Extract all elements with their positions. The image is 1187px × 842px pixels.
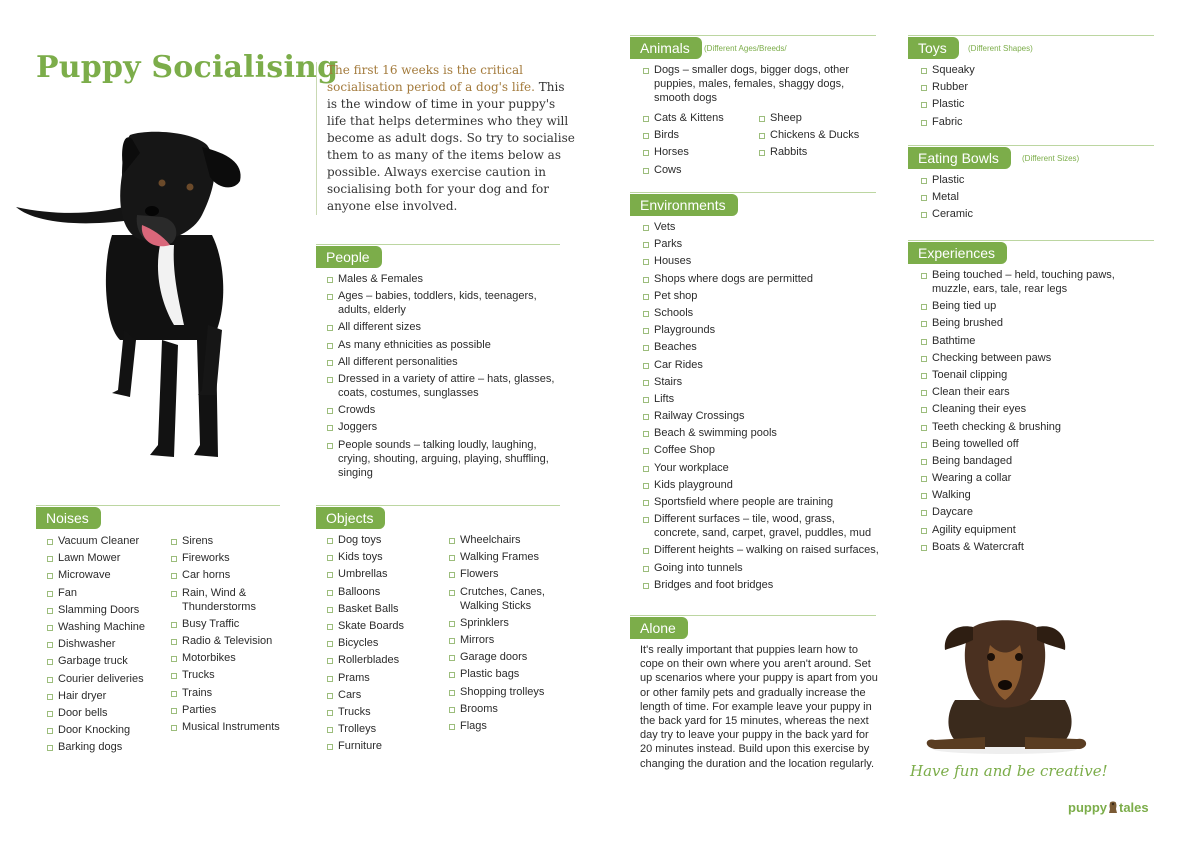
- list-item: Slamming Doors: [46, 603, 170, 617]
- list-item: Being towelled off: [920, 437, 1152, 451]
- list-item: Fan: [46, 586, 170, 600]
- list-item: Basket Balls: [326, 602, 446, 616]
- list-item: Playgrounds: [642, 323, 882, 337]
- list-item: Shops where dogs are permitted: [642, 272, 882, 286]
- list-item: Metal: [920, 190, 1150, 204]
- list-item: Lifts: [642, 392, 882, 406]
- animals-header: Animals: [630, 37, 702, 59]
- list-item: Beaches: [642, 340, 882, 354]
- tagline: Have fun and be creative!: [910, 762, 1108, 780]
- experiences-section: [908, 240, 1154, 560]
- list-item: Squeaky: [920, 63, 1150, 77]
- list-item: Bathtime: [920, 334, 1152, 348]
- list-item: Barking dogs: [46, 740, 170, 754]
- list-item: Dishwasher: [46, 637, 170, 651]
- list-item: Rollerblades: [326, 653, 446, 667]
- list-item: Plastic: [920, 97, 1150, 111]
- animals-subtitle: (Different Ages/Breeds/: [704, 44, 787, 53]
- dog-icon: [1107, 800, 1119, 814]
- list-item: Schools: [642, 306, 882, 320]
- intro-paragraph: [316, 62, 577, 215]
- list-item: As many ethnicities as possible: [326, 338, 560, 352]
- people-header: People: [316, 246, 382, 268]
- list-item: Radio & Television: [170, 634, 280, 648]
- list-item: Balloons: [326, 585, 446, 599]
- list-item: Plastic bags: [448, 667, 560, 681]
- list-item: Rabbits: [758, 145, 876, 159]
- list-item: Different heights – walking on raised surfaces,: [642, 543, 882, 557]
- list-item: Vets: [642, 220, 882, 234]
- list-item: Being bandaged: [920, 454, 1152, 468]
- toys-list: [920, 63, 1150, 132]
- list-item: Mirrors: [448, 633, 560, 647]
- list-item: Cows: [642, 163, 758, 177]
- list-item: Bicycles: [326, 636, 446, 650]
- list-item: Skate Boards: [326, 619, 446, 633]
- list-item: Wearing a collar: [920, 471, 1152, 485]
- environments-section: [630, 192, 879, 602]
- list-item: People sounds – talking loudly, laughing, crying, shouting, arguing, playing, shuffling, singing: [326, 438, 560, 480]
- toys-section: [908, 35, 1154, 135]
- list-item: Sportsfield where people are training: [642, 495, 882, 509]
- list-item: Fireworks: [170, 551, 280, 565]
- list-item: Stairs: [642, 375, 882, 389]
- intro-body: This is the window of time in your puppy's life that helps determines who they will become as adult dogs. So try to socialise them to as many of the items below as possible. Always exercise caution in socialising both for your dog and for anyone else involved.: [327, 80, 575, 213]
- toys-header: Toys: [908, 37, 959, 59]
- logo-text-right: tales: [1119, 800, 1149, 815]
- list-item: Lawn Mower: [46, 551, 170, 565]
- list-item: Door bells: [46, 706, 170, 720]
- noises-list-col2: [170, 534, 280, 737]
- list-item: Rain, Wind & Thunderstorms: [170, 586, 280, 614]
- objects-list-col2: [448, 533, 560, 736]
- list-item: Your workplace: [642, 461, 882, 475]
- list-item: Boats & Watercraft: [920, 540, 1152, 554]
- toys-subtitle: (Different Shapes): [968, 44, 1033, 53]
- list-item: Car horns: [170, 568, 280, 582]
- list-item: Umbrellas: [326, 567, 446, 581]
- list-item: Toenail clipping: [920, 368, 1152, 382]
- list-item: All different sizes: [326, 320, 560, 334]
- list-item: Motorbikes: [170, 651, 280, 665]
- list-item: Sheep: [758, 111, 876, 125]
- list-item: Ceramic: [920, 207, 1150, 221]
- list-item: Different surfaces – tile, wood, grass, concrete, sand, carpet, gravel, puddles, mud: [642, 512, 882, 540]
- list-item: Crutches, Canes, Walking Sticks: [448, 585, 560, 613]
- list-item: Joggers: [326, 420, 560, 434]
- list-item: Hair dryer: [46, 689, 170, 703]
- list-item: Parties: [170, 703, 280, 717]
- list-item: Parks: [642, 237, 882, 251]
- objects-header: Objects: [316, 507, 385, 529]
- list-item: Cars: [326, 688, 446, 702]
- list-item: Vacuum Cleaner: [46, 534, 170, 548]
- list-item: Busy Traffic: [170, 617, 280, 631]
- list-item: Railway Crossings: [642, 409, 882, 423]
- noises-section: [36, 505, 280, 755]
- list-item: Furniture: [326, 739, 446, 753]
- list-item: Checking between paws: [920, 351, 1152, 365]
- bowls-list: [920, 173, 1150, 225]
- bowls-subtitle: (Different Sizes): [1022, 154, 1080, 163]
- list-item: Going into tunnels: [642, 561, 882, 575]
- experiences-list: [920, 268, 1152, 557]
- list-item: Being touched – held, touching paws, muzzle, ears, tale, rear legs: [920, 268, 1152, 296]
- people-list: [326, 272, 560, 483]
- list-item: Sprinklers: [448, 616, 560, 630]
- list-item: Being brushed: [920, 316, 1152, 330]
- list-item: Walking: [920, 488, 1152, 502]
- list-item: Ages – babies, toddlers, kids, teenagers, adults, elderly: [326, 289, 560, 317]
- list-item: Door Knocking: [46, 723, 170, 737]
- experiences-header: Experiences: [908, 242, 1007, 264]
- intro-highlight: The first 16 weeks is the critical socialisation period of a dog's life.: [327, 63, 535, 94]
- puppy-tales-logo: [1068, 800, 1149, 815]
- list-item: Crowds: [326, 403, 560, 417]
- list-item: Trolleys: [326, 722, 446, 736]
- animals-list-top: [642, 63, 874, 108]
- animals-list-col2: [758, 111, 876, 163]
- list-item: Washing Machine: [46, 620, 170, 634]
- list-item: Kids playground: [642, 478, 882, 492]
- list-item: Coffee Shop: [642, 443, 882, 457]
- animals-section: [630, 35, 876, 175]
- list-item: Horses: [642, 145, 758, 159]
- page-title: Puppy Socialising: [36, 50, 339, 85]
- list-item: Shopping trolleys: [448, 685, 560, 699]
- list-item: Males & Females: [326, 272, 560, 286]
- list-item: Sirens: [170, 534, 280, 548]
- list-item: Musical Instruments: [170, 720, 280, 734]
- list-item: Garage doors: [448, 650, 560, 664]
- list-item: Kids toys: [326, 550, 446, 564]
- list-item: Plastic: [920, 173, 1150, 187]
- list-item: Wheelchairs: [448, 533, 560, 547]
- alone-header: Alone: [630, 617, 688, 639]
- list-item: Trucks: [326, 705, 446, 719]
- list-item: Chickens & Ducks: [758, 128, 876, 142]
- list-item: Flowers: [448, 567, 560, 581]
- list-item: Dogs – smaller dogs, bigger dogs, other puppies, males, females, shaggy dogs, smooth dogs: [642, 63, 874, 105]
- bowls-section: [908, 145, 1154, 225]
- list-item: Dressed in a variety of attire – hats, glasses, coats, costumes, sunglasses: [326, 372, 560, 400]
- bowls-header: Eating Bowls: [908, 147, 1011, 169]
- list-item: Walking Frames: [448, 550, 560, 564]
- list-item: Flags: [448, 719, 560, 733]
- list-item: Fabric: [920, 115, 1150, 129]
- list-item: Rubber: [920, 80, 1150, 94]
- list-item: Bridges and foot bridges: [642, 578, 882, 592]
- animals-list-col1: [642, 111, 758, 180]
- list-item: Beach & swimming pools: [642, 426, 882, 440]
- list-item: Trucks: [170, 668, 280, 682]
- environments-header: Environments: [630, 194, 738, 216]
- list-item: Prams: [326, 671, 446, 685]
- list-item: All different personalities: [326, 355, 560, 369]
- list-item: Brooms: [448, 702, 560, 716]
- logo-text-left: puppy: [1068, 800, 1107, 815]
- list-item: Daycare: [920, 505, 1152, 519]
- alone-section: [630, 615, 876, 645]
- list-item: Birds: [642, 128, 758, 142]
- list-item: Microwave: [46, 568, 170, 582]
- list-item: Car Rides: [642, 358, 882, 372]
- black-dog-image: [12, 125, 252, 470]
- list-item: Pet shop: [642, 289, 882, 303]
- environments-list: [642, 220, 882, 595]
- objects-section: [316, 505, 560, 755]
- list-item: Being tied up: [920, 299, 1152, 313]
- noises-list-col1: [46, 534, 170, 757]
- list-item: Teeth checking & brushing: [920, 420, 1152, 434]
- list-item: Trains: [170, 686, 280, 700]
- list-item: Dog toys: [326, 533, 446, 547]
- list-item: Courier deliveries: [46, 672, 170, 686]
- list-item: Cleaning their eyes: [920, 402, 1152, 416]
- list-item: Clean their ears: [920, 385, 1152, 399]
- noises-header: Noises: [36, 507, 101, 529]
- list-item: Agility equipment: [920, 523, 1152, 537]
- alone-paragraph: It's really important that puppies learn how to cope on their own where you aren't around. Set up scenarios where your puppy is apart from you or other family pets and gradually increase the length of time. For example leave your puppy in the back yard for 15 minutes, whereas the next day try to leave your puppy in the back yard for 20 minutes instead. Build upon this exercise by changing the duration and the location regularly.: [640, 644, 878, 770]
- objects-list-col1: [326, 533, 446, 756]
- list-item: Cats & Kittens: [642, 111, 758, 125]
- puppy-image: [915, 605, 1095, 755]
- list-item: Houses: [642, 254, 882, 268]
- list-item: Garbage truck: [46, 654, 170, 668]
- people-section: [316, 244, 560, 484]
